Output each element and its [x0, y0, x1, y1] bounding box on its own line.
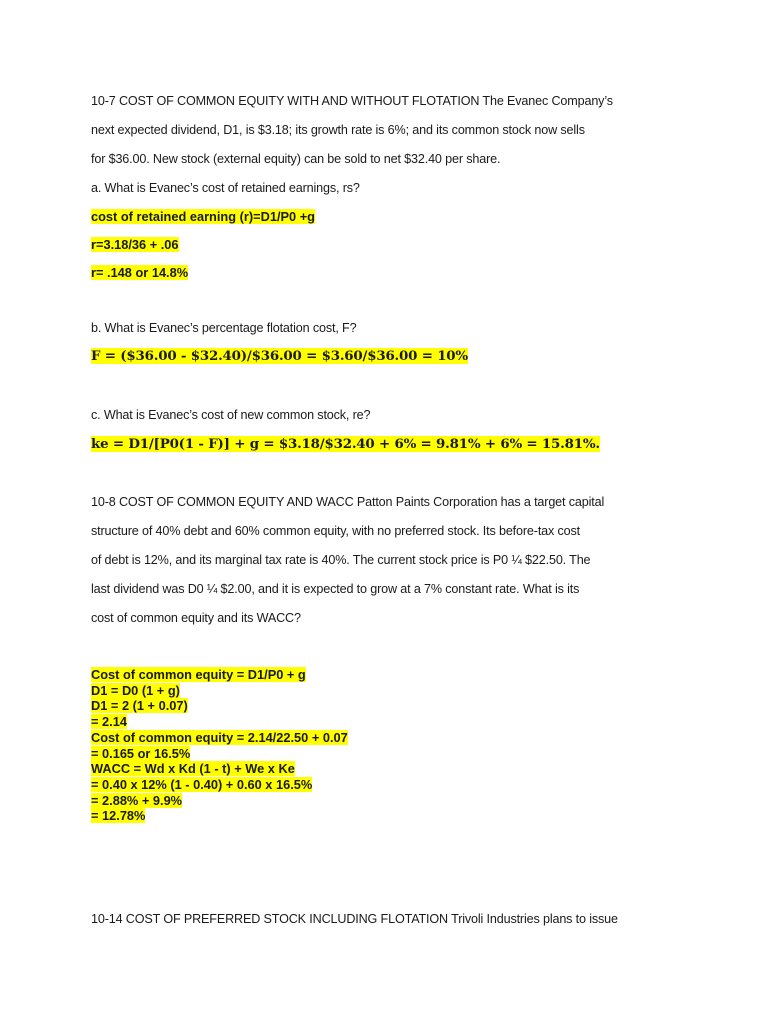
q8-answer-line: = 2.88% + 9.9%: [91, 792, 183, 808]
q7-part-a-question: a. What is Evanec’s cost of retained earnings, rs?: [91, 181, 360, 195]
q7-part-c-answer: ke = D1/[P0(1 - F)] + g = $3.18/$32.40 + 6% = 9.81% + 6% = 15.81%.: [91, 436, 600, 452]
q8-answer-line: = 2.14: [91, 714, 127, 730]
q7-part-a-answer-line-2: r=3.18/36 + .06: [91, 237, 179, 252]
q8-answer-line: WACC = Wd x Kd (1 - t) + We x Ke: [91, 761, 295, 777]
q8-answer-line: = 0.165 or 16.5%: [91, 745, 191, 761]
q7-intro-line-3: for $36.00. New stock (external equity) can be sold to net $32.40 per share.: [91, 152, 501, 166]
q8-answer-line: = 12.78%: [91, 808, 146, 824]
q8-answer-line: D1 = D0 (1 + g): [91, 682, 180, 698]
q7-part-b-question: b. What is Evanec’s percentage flotation cost, F?: [91, 321, 357, 335]
q8-line-3: of debt is 12%, and its marginal tax rate is 40%. The current stock price is P0 ¼ $22.50. The: [91, 553, 591, 567]
q8-answer-line: Cost of common equity = D1/P0 + g: [91, 667, 306, 682]
q7-part-a-answer-line-1: cost of retained earning (r)=D1/P0 +g: [91, 209, 316, 224]
q14-intro-line-1: 10-14 COST OF PREFERRED STOCK INCLUDING FLOTATION Trivoli Industries plans to issue: [91, 912, 618, 926]
q8-line-5: cost of common equity and its WACC?: [91, 611, 301, 625]
q8-line-2: structure of 40% debt and 60% common equity, with no preferred stock. Its before-tax cost: [91, 524, 581, 538]
q7-intro-line-1: 10-7 COST OF COMMON EQUITY WITH AND WITHOUT FLOTATION The Evanec Company’s: [91, 94, 613, 108]
q8-line-1: 10-8 COST OF COMMON EQUITY AND WACC Patton Paints Corporation has a target capital: [91, 495, 605, 509]
q8-answer-line: = 0.40 x 12% (1 - 0.40) + 0.60 x 16.5%: [91, 776, 313, 792]
q8-line-4: last dividend was D0 ¼ $2.00, and it is expected to grow at a 7% constant rate. What is its: [91, 582, 580, 596]
q8-answer-line: Cost of common equity = 2.14/22.50 + 0.07: [91, 729, 348, 745]
q7-intro-line-2: next expected dividend, D1, is $3.18; its growth rate is 6%; and its common stock now sells: [91, 123, 585, 137]
q8-answer-line: D1 = 2 (1 + 0.07): [91, 698, 188, 714]
q7-part-b-answer: F = ($36.00 - $32.40)/$36.00 = $3.60/$36.00 = 10%: [91, 348, 468, 364]
q7-part-a-answer-line-3: r= .148 or 14.8%: [91, 265, 189, 280]
q7-part-c-question: c. What is Evanec’s cost of new common stock, re?: [91, 408, 371, 422]
q8-answer-block: [91, 667, 348, 824]
